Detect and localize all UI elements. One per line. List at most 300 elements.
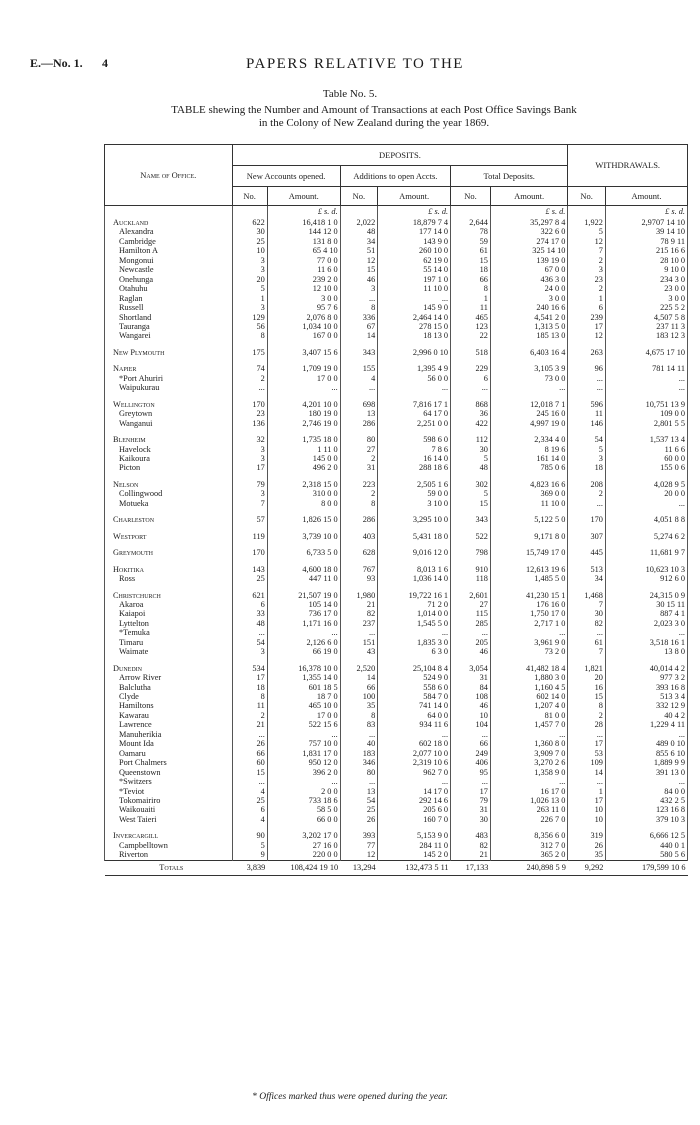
office-name-text: Oamaru: [119, 748, 146, 758]
cell-no: 30: [451, 445, 491, 454]
cell-amount: 312 7 0: [490, 841, 567, 850]
office-name-text: Wanganui: [119, 418, 153, 428]
cell-amount: 65 4 10: [267, 246, 340, 255]
cell-no: 95: [451, 768, 491, 777]
office-name-text: *Port Ahuriri: [119, 373, 164, 383]
spacer-cell: [605, 357, 687, 364]
cell-amount: 16 14 0: [378, 454, 451, 463]
cell-no: 23: [568, 275, 606, 284]
table-row: [105, 815, 688, 824]
cell-amount: 2,505 1 6: [378, 480, 451, 489]
table-row: [105, 701, 688, 710]
cell-no: 6: [232, 600, 267, 609]
cell-amount: 35,297 8 4: [490, 218, 567, 227]
cell-no: ...: [451, 628, 491, 637]
cell-amount: 3,407 15 6: [267, 348, 340, 357]
cell-amount: 27 16 0: [267, 841, 340, 850]
table-row: [105, 383, 688, 392]
cell-no: 910: [451, 565, 491, 574]
cell-no: 35: [340, 701, 378, 710]
savings-bank-table: [104, 144, 688, 876]
office-name: [105, 532, 233, 541]
office-name-text: Russell: [119, 303, 144, 313]
office-name: [105, 600, 233, 609]
cell-no: 74: [232, 364, 267, 373]
office-name: [105, 383, 233, 392]
office-name: [105, 777, 233, 786]
spacer-cell: [605, 657, 687, 664]
cell-no: ...: [568, 777, 606, 786]
cell-no: 15: [568, 692, 606, 701]
cell-amount: 1,229 4 11: [605, 720, 687, 729]
footnote: * Offices marked thus were opened during the year.: [252, 1092, 448, 1102]
cell-amount: 379 10 3: [605, 815, 687, 824]
cell-no: 8: [340, 303, 378, 312]
cell-no: 1: [568, 787, 606, 796]
cell-no: 239: [568, 313, 606, 322]
cell-no: 46: [340, 275, 378, 284]
cell-no: 237: [340, 619, 378, 628]
spacer-cell: [340, 657, 378, 664]
cell-amount: 9,171 8 0: [490, 532, 567, 541]
cell-amount: 1,207 4 0: [490, 701, 567, 710]
cell-no: 798: [451, 548, 491, 557]
spacer-cell: [105, 824, 233, 831]
office-name-text: Wellington: [113, 399, 155, 409]
cell-no: 12: [568, 237, 606, 246]
cell-amount: 1,750 17 0: [490, 609, 567, 618]
cell-amount: 310 0 0: [267, 489, 340, 498]
cell-no: 31: [451, 673, 491, 682]
page-number: 4: [102, 56, 108, 70]
cell-amount: 1,545 5 0: [378, 619, 451, 628]
spacer-cell: [105, 393, 233, 400]
cell-amount: 176 16 0: [490, 600, 567, 609]
office-name: [105, 692, 233, 701]
office-name: [105, 591, 233, 600]
office-name: [105, 574, 233, 583]
cell-amount: 71 2 0: [378, 600, 451, 609]
spacer-cell: [232, 473, 267, 480]
cell-no: 34: [568, 574, 606, 583]
table-row: [105, 322, 688, 331]
cell-no: ...: [232, 628, 267, 637]
office-name-text: Campbelltown: [119, 840, 168, 850]
office-name-text: Napier: [113, 364, 137, 374]
cell-no: 8: [232, 331, 267, 340]
spacer-row: [105, 357, 688, 364]
cell-no: 4: [232, 787, 267, 796]
office-name: [105, 348, 233, 357]
cell-no: 2: [568, 489, 606, 498]
cell-no: 6: [451, 374, 491, 383]
office-name-text: Havelock: [119, 444, 151, 454]
office-name-text: Hamiltons: [119, 701, 154, 711]
cell-no: 285: [451, 619, 491, 628]
cell-amount: 393 16 8: [605, 683, 687, 692]
cell-amount: 64 0 0: [378, 711, 451, 720]
cell-no: 48: [232, 619, 267, 628]
cell-no: ...: [340, 777, 378, 786]
spacer-cell: [451, 541, 491, 548]
cell-amount: ...: [605, 628, 687, 637]
spacer-cell: [267, 657, 340, 664]
spacer-row: [105, 508, 688, 515]
cell-amount: 912 6 0: [605, 574, 687, 583]
spacer-cell: [267, 584, 340, 591]
office-name: [105, 218, 233, 227]
spacer-cell: [232, 657, 267, 664]
cell-amount: 513 3 4: [605, 692, 687, 701]
cell-amount: 109 0 0: [605, 409, 687, 418]
cell-amount: 1,831 17 0: [267, 749, 340, 758]
cell-amount: 145 0 0: [267, 454, 340, 463]
cell-amount: 601 18 5: [267, 683, 340, 692]
units-label: £ s. d.: [378, 206, 451, 219]
cell-amount: 4,201 10 0: [267, 400, 340, 409]
cell-amount: 16,418 1 0: [267, 218, 340, 227]
office-name-text: Riverton: [119, 850, 149, 860]
cell-amount: ...: [378, 294, 451, 303]
spacer-cell: [605, 541, 687, 548]
office-name: [105, 284, 233, 293]
cell-no: ...: [451, 383, 491, 392]
office-name: [105, 768, 233, 777]
cell-no: 12: [340, 256, 378, 265]
spacer-cell: [451, 393, 491, 400]
cell-amount: 5,431 18 0: [378, 532, 451, 541]
cell-no: 302: [451, 480, 491, 489]
cell-amount: 11 10 0: [378, 284, 451, 293]
cell-no: 7: [568, 246, 606, 255]
office-name-text: Queenstown: [119, 767, 161, 777]
table-row: [105, 831, 688, 840]
cell-amount: 177 14 0: [378, 227, 451, 236]
cell-no: 83: [340, 720, 378, 729]
cell-amount: 13 8 0: [605, 647, 687, 656]
cell-amount: 14 17 0: [378, 787, 451, 796]
cell-amount: 1,485 5 0: [490, 574, 567, 583]
cell-no: 54: [568, 435, 606, 444]
cell-no: 10: [568, 815, 606, 824]
spacer-cell: [340, 525, 378, 532]
cell-no: 13: [340, 787, 378, 796]
cell-no: 31: [340, 463, 378, 472]
cell-no: 4: [340, 374, 378, 383]
cell-amount: 84 0 0: [605, 787, 687, 796]
cell-amount: 11 6 0: [267, 265, 340, 274]
cell-no: ...: [568, 499, 606, 508]
cell-no: 59: [451, 237, 491, 246]
cell-no: 25: [232, 237, 267, 246]
table-row: [105, 796, 688, 805]
spacer-cell: [378, 428, 451, 435]
cell-amount: 1,014 0 0: [378, 609, 451, 618]
spacer-cell: [232, 393, 267, 400]
page-header: [30, 56, 680, 76]
cell-amount: 234 3 0: [605, 275, 687, 284]
spacer-cell: [232, 824, 267, 831]
cell-no: 20: [568, 673, 606, 682]
spacer-row: [105, 541, 688, 548]
spacer-cell: [568, 824, 606, 831]
document-reference: E.—No. 1.: [30, 56, 83, 70]
table-row: [105, 609, 688, 618]
cell-no: 621: [232, 591, 267, 600]
cell-amount: 855 6 10: [605, 749, 687, 758]
cell-no: 307: [568, 532, 606, 541]
cell-no: 3: [232, 256, 267, 265]
cell-no: 9: [232, 850, 267, 860]
cell-amount: 145 9 0: [378, 303, 451, 312]
spacer-cell: [267, 824, 340, 831]
office-name: [105, 628, 233, 637]
table-row: [105, 331, 688, 340]
cell-no: 23: [232, 409, 267, 418]
cell-no: 286: [340, 515, 378, 524]
table-row: [105, 532, 688, 541]
cell-no: 26: [340, 815, 378, 824]
office-name-text: Shortland: [119, 312, 152, 322]
office-name: [105, 730, 233, 739]
cell-no: ...: [451, 777, 491, 786]
cell-amount: 7 8 6: [378, 445, 451, 454]
cell-no: 82: [451, 841, 491, 850]
cell-amount: 132,473 5 11: [378, 860, 451, 875]
spacer-cell: [378, 508, 451, 515]
office-name-text: Balclutha: [119, 682, 151, 692]
office-name: [105, 749, 233, 758]
cell-amount: 59 0 0: [378, 489, 451, 498]
table-row: [105, 591, 688, 600]
cell-amount: 1,036 14 0: [378, 574, 451, 583]
cell-no: 8: [451, 284, 491, 293]
cell-no: 109: [568, 758, 606, 767]
office-name-text: Dunedin: [113, 663, 142, 673]
cell-amount: 4,823 16 6: [490, 480, 567, 489]
cell-no: 66: [451, 275, 491, 284]
office-name-text: Cambridge: [119, 236, 156, 246]
table-row: [105, 348, 688, 357]
spacer-cell: [232, 584, 267, 591]
cell-amount: 55 14 0: [378, 265, 451, 274]
office-name: [105, 701, 233, 710]
spacer-cell: [490, 508, 567, 515]
cell-no: 30: [232, 227, 267, 236]
spacer-cell: [568, 393, 606, 400]
cell-no: 21: [232, 720, 267, 729]
cell-no: 518: [451, 348, 491, 357]
cell-no: 3: [568, 265, 606, 274]
cell-no: 8: [568, 701, 606, 710]
cell-amount: 1,313 5 0: [490, 322, 567, 331]
cell-no: 17,133: [451, 860, 491, 875]
cell-no: 79: [451, 796, 491, 805]
cell-no: 170: [232, 548, 267, 557]
cell-amount: 12,018 7 1: [490, 400, 567, 409]
cell-amount: 67 0 0: [490, 265, 567, 274]
amount-header: Amount.: [490, 187, 567, 206]
cell-amount: 1,880 3 0: [490, 673, 567, 682]
cell-amount: 3,270 2 6: [490, 758, 567, 767]
cell-amount: 465 10 0: [267, 701, 340, 710]
cell-amount: 2,717 1 0: [490, 619, 567, 628]
cell-amount: 962 7 0: [378, 768, 451, 777]
spacer-cell: [267, 541, 340, 548]
spacer-cell: [267, 525, 340, 532]
office-name: [105, 739, 233, 748]
office-name-text: *Switzers: [119, 777, 152, 787]
cell-amount: 1,171 16 0: [267, 619, 340, 628]
spacer-cell: [105, 558, 233, 565]
table-row: [105, 683, 688, 692]
table-row: [105, 374, 688, 383]
cell-no: 175: [232, 348, 267, 357]
table-row: [105, 303, 688, 312]
office-name: [105, 647, 233, 656]
cell-amount: 2,996 0 10: [378, 348, 451, 357]
cell-no: 7: [568, 600, 606, 609]
cell-amount: 17 0 0: [267, 711, 340, 720]
spacer-cell: [340, 473, 378, 480]
cell-no: 2: [568, 284, 606, 293]
spacer-cell: [378, 341, 451, 348]
cell-no: 2: [232, 374, 267, 383]
cell-no: ...: [232, 777, 267, 786]
office-name: [105, 673, 233, 682]
spacer-cell: [490, 393, 567, 400]
cell-no: 698: [340, 400, 378, 409]
office-name-text: Invercargill: [113, 831, 159, 841]
table-row: [105, 787, 688, 796]
cell-amount: 28 10 0: [605, 256, 687, 265]
cell-amount: 24,315 0 9: [605, 591, 687, 600]
office-name-text: *Temuka: [119, 628, 150, 638]
cell-no: 22: [451, 331, 491, 340]
table-row: [105, 435, 688, 444]
cell-amount: 237 11 3: [605, 322, 687, 331]
cell-amount: 757 10 0: [267, 739, 340, 748]
cell-no: 27: [451, 600, 491, 609]
cell-amount: 2,334 4 0: [490, 435, 567, 444]
no-header: No.: [340, 187, 378, 206]
cell-amount: 736 17 0: [267, 609, 340, 618]
cell-amount: 322 6 0: [490, 227, 567, 236]
table-row: [105, 850, 688, 860]
cell-amount: 2,746 19 0: [267, 419, 340, 428]
cell-no: 100: [340, 692, 378, 701]
cell-amount: ...: [378, 628, 451, 637]
office-name-text: Mount Ida: [119, 739, 154, 749]
cell-no: 7: [568, 647, 606, 656]
cell-amount: 1,395 4 9: [378, 364, 451, 373]
office-name-text: Picton: [119, 463, 141, 473]
cell-amount: 741 14 0: [378, 701, 451, 710]
table-row: [105, 768, 688, 777]
cell-no: 119: [232, 532, 267, 541]
spacer-cell: [378, 525, 451, 532]
cell-amount: 41,230 15 1: [490, 591, 567, 600]
office-name: [105, 265, 233, 274]
office-name: [105, 720, 233, 729]
cell-no: 286: [340, 419, 378, 428]
cell-no: 136: [232, 419, 267, 428]
spacer-cell: [451, 341, 491, 348]
table-row: [105, 619, 688, 628]
cell-amount: 274 17 0: [490, 237, 567, 246]
spacer-cell: [568, 357, 606, 364]
cell-no: 61: [568, 638, 606, 647]
office-name: [105, 454, 233, 463]
cell-no: 393: [340, 831, 378, 840]
office-name-text: West Taieri: [119, 814, 157, 824]
cell-amount: 24 0 0: [490, 284, 567, 293]
cell-no: 96: [568, 364, 606, 373]
table-row: [105, 218, 688, 227]
table-row: [105, 841, 688, 850]
cell-amount: 15,749 17 0: [490, 548, 567, 557]
cell-amount: 40,014 4 2: [605, 664, 687, 673]
no-header: No.: [232, 187, 267, 206]
cell-no: 8: [340, 711, 378, 720]
cell-no: 21: [340, 600, 378, 609]
cell-amount: 369 0 0: [490, 489, 567, 498]
cell-amount: 215 16 6: [605, 246, 687, 255]
office-name: [105, 711, 233, 720]
cell-no: 57: [232, 515, 267, 524]
office-name-text: New Plymouth: [113, 347, 165, 357]
office-name: [105, 831, 233, 840]
cell-amount: 9,016 12 0: [378, 548, 451, 557]
units-label: £ s. d.: [490, 206, 567, 219]
cell-no: 18: [568, 463, 606, 472]
cell-amount: 60 0 0: [605, 454, 687, 463]
office-name: [105, 445, 233, 454]
cell-no: 25: [232, 574, 267, 583]
office-name-text: Hamilton A: [119, 246, 158, 256]
cell-no: 112: [451, 435, 491, 444]
table-row: [105, 711, 688, 720]
cell-amount: 62 19 0: [378, 256, 451, 265]
cell-amount: 2 0 0: [267, 787, 340, 796]
cell-amount: 155 0 6: [605, 463, 687, 472]
cell-no: ...: [568, 628, 606, 637]
cell-amount: 977 3 2: [605, 673, 687, 682]
office-name: [105, 664, 233, 673]
office-name-text: Akaroa: [119, 599, 144, 609]
office-name: [105, 303, 233, 312]
table-row: [105, 284, 688, 293]
spacer-cell: [105, 357, 233, 364]
deposits-header: DEPOSITS.: [232, 145, 568, 166]
spacer-cell: [605, 558, 687, 565]
cell-amount: ...: [267, 628, 340, 637]
table-row: [105, 256, 688, 265]
cell-no: ...: [340, 628, 378, 637]
cell-no: 3: [232, 489, 267, 498]
cell-no: 767: [340, 565, 378, 574]
cell-amount: 180 19 0: [267, 409, 340, 418]
cell-no: 155: [340, 364, 378, 373]
cell-no: 263: [568, 348, 606, 357]
cell-no: 6: [568, 303, 606, 312]
cell-no: 35: [568, 850, 606, 860]
spacer-cell: [451, 473, 491, 480]
office-name: [105, 480, 233, 489]
office-name: [105, 683, 233, 692]
cell-no: 229: [451, 364, 491, 373]
spacer-cell: [340, 558, 378, 565]
